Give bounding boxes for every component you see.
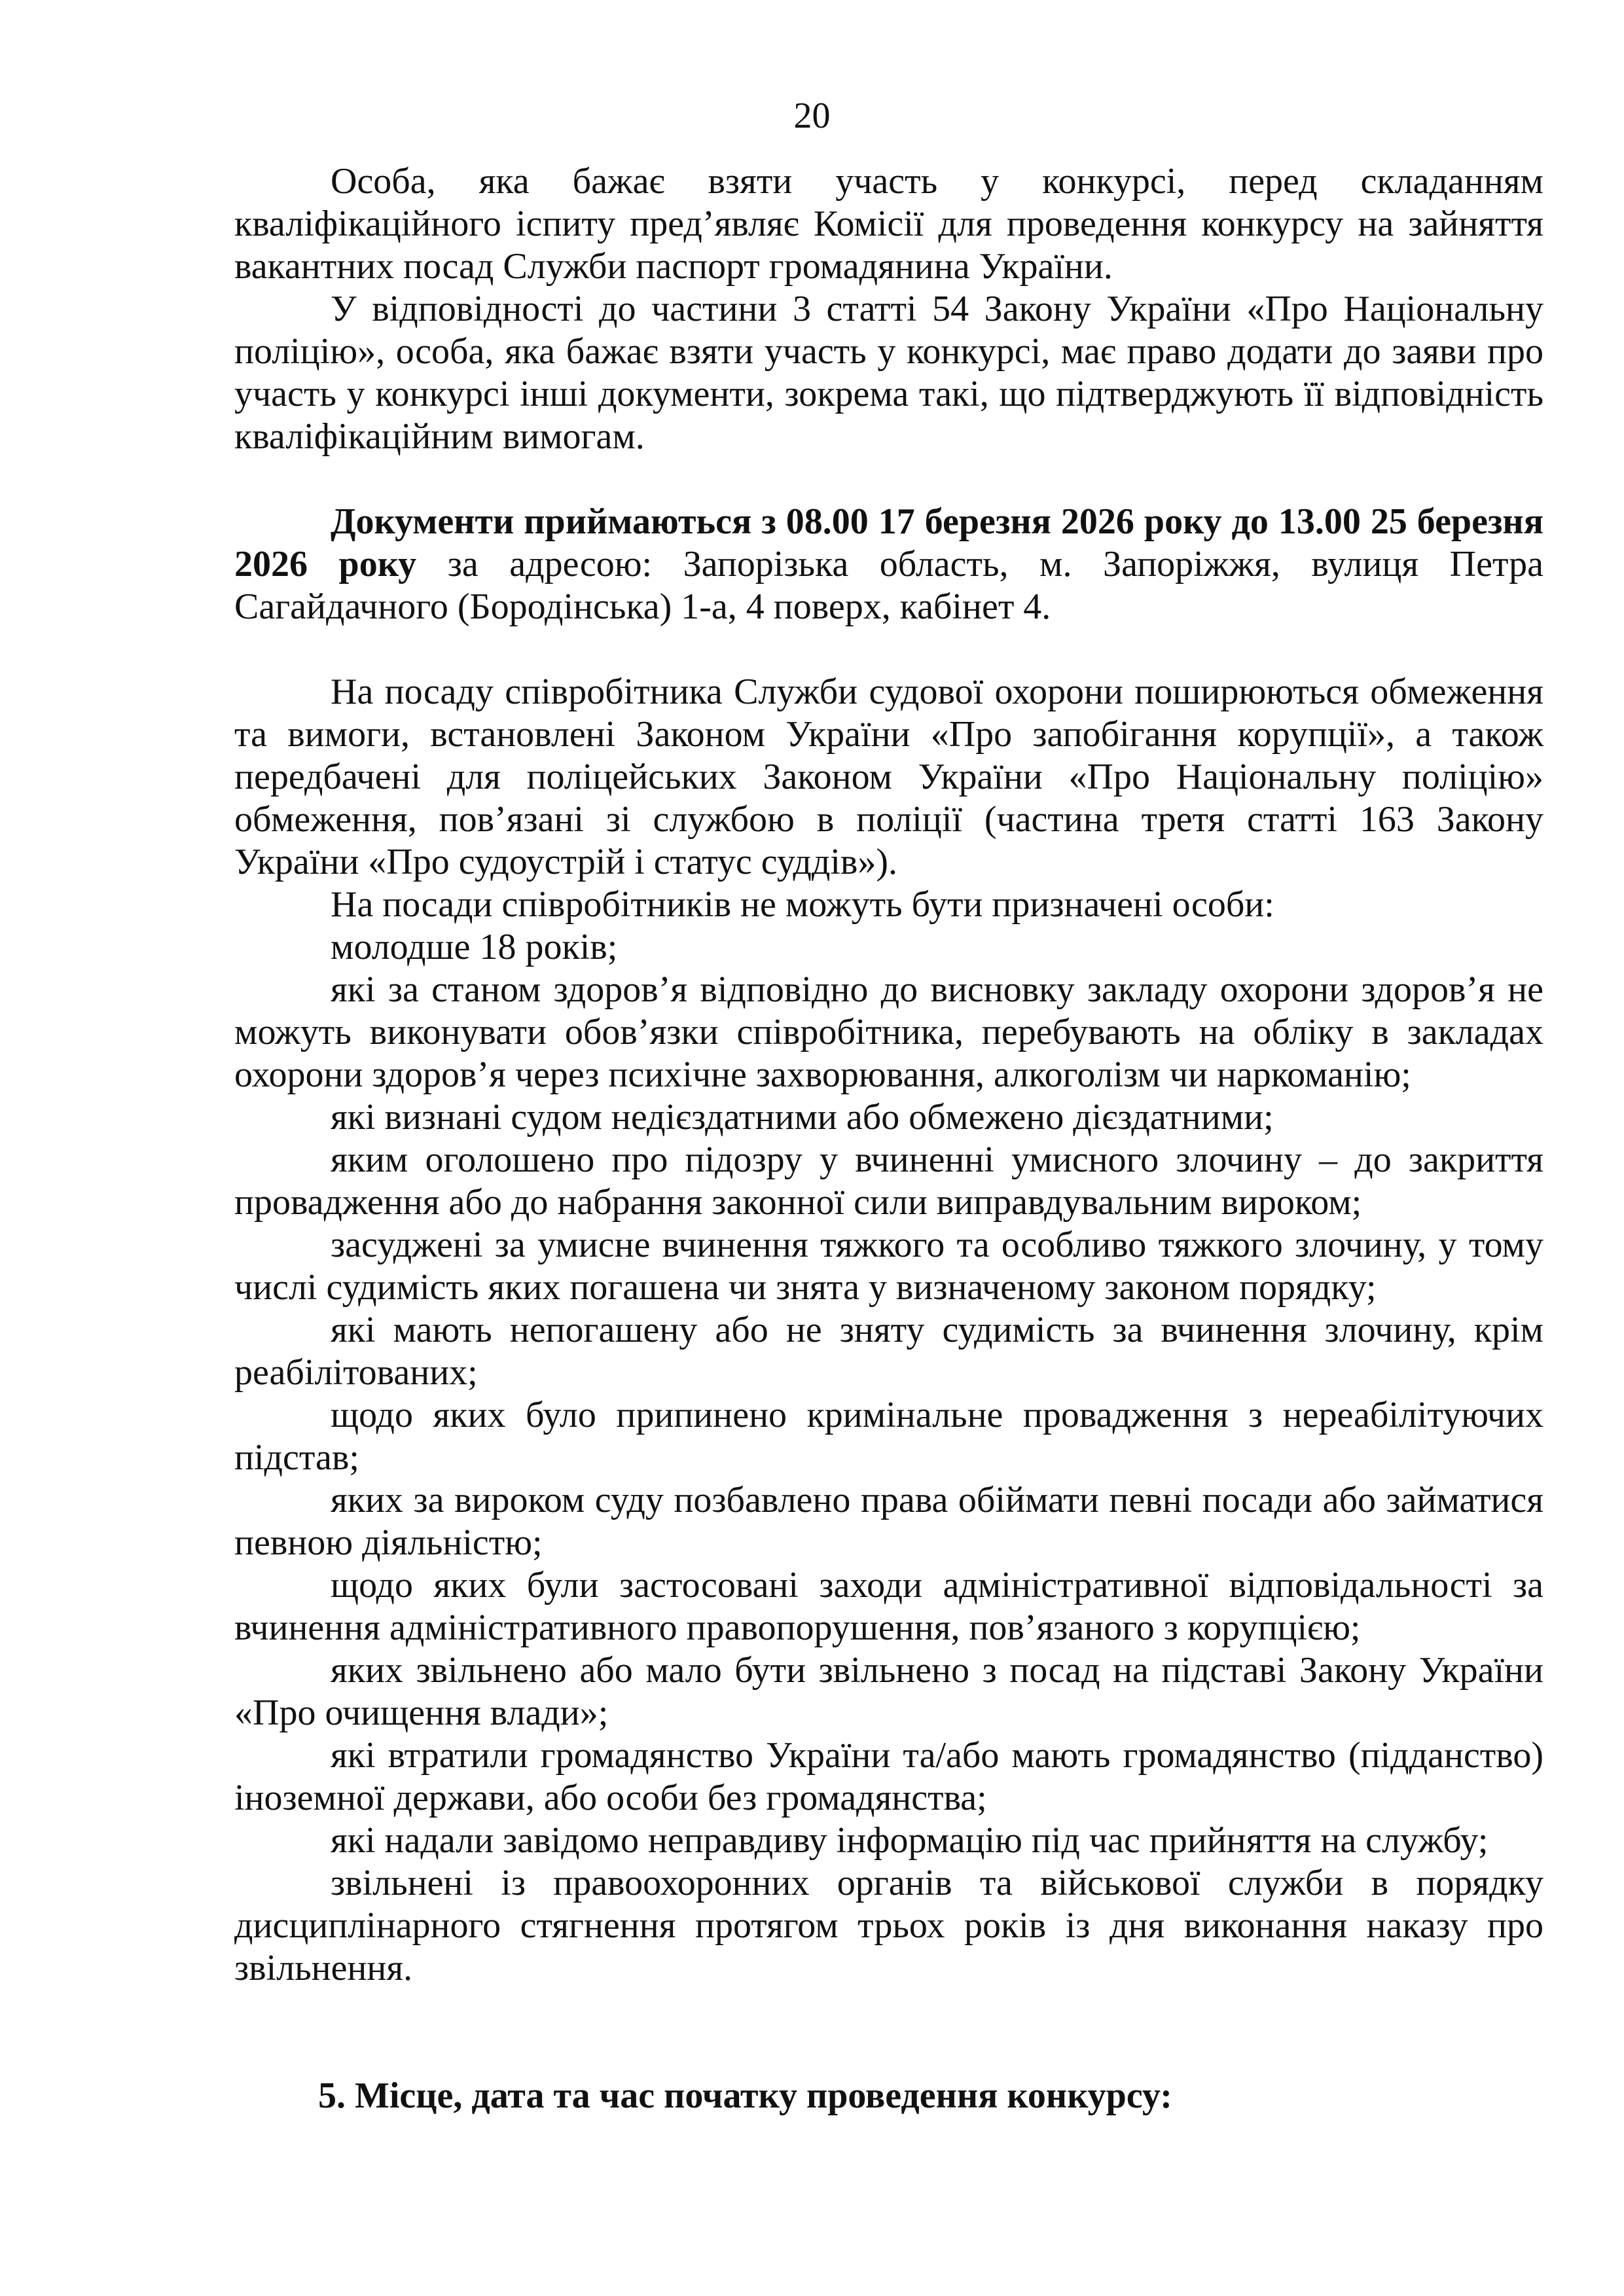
ineligible-item: звільнені із правоохоронних органів та військової служби в порядку дисциплінарного стягнення протягом трьох років із дня виконання наказу про звільнення.	[234, 1863, 1543, 1988]
ineligible-intro: На посади співробітників не можуть бути призначені особи:	[331, 884, 1274, 925]
ineligible-item: щодо яких було припинено кримінальне провадження з нереабілітуючих підстав;	[234, 1395, 1543, 1478]
ineligible-item: яких за вироком суду позбавлено права обіймати певні посади або займатися певною діяльністю;	[234, 1480, 1543, 1563]
ineligible-item: які мають непогашену або не зняту судимість за вчинення злочину, крім реабілітованих;	[234, 1310, 1543, 1393]
ineligible-item: які визнані судом недієздатними або обмежено дієздатними;	[331, 1097, 1274, 1138]
ineligible-item: щодо яких були застосовані заходи адміністративної відповідальності за вчинення адміністративного правопорушення, пов’язаного з корупцією;	[234, 1565, 1543, 1648]
page-number: 20	[793, 96, 831, 136]
additional-documents-paragraph: У відповідності до частини 3 статті 54 Закону України «Про Національну поліцію», особа, яка бажає взяти участь у конкурсі, має право додати до заяви про участь у конкурсі інші документи, зокрема такі, що підтверджують її відповідність кваліфікаційним вимогам.	[234, 289, 1543, 457]
documents-acceptance-paragraph	[234, 501, 1543, 628]
ineligible-item: яким оголошено про підозру у вчиненні умисного злочину – до закриття провадження або до набрання законної сили виправдувальним вироком;	[234, 1139, 1543, 1223]
section-heading-text: 5. Місце, дата та час початку проведення конкурсу:	[318, 2075, 1172, 2116]
section-heading	[234, 2075, 1543, 2117]
ineligible-item: засуджені за умисне вчинення тяжкого та особливо тяжкого злочину, у тому числі судимість яких погашена чи знята у визначеному законом порядку;	[234, 1225, 1543, 1308]
documents-acceptance-dates: Документи приймаються з 08.00 17 березня 2026 року до 13.00 25 березня 2026 року	[234, 501, 1543, 584]
ineligible-item: які надали завідомо неправдиву інформацію під час прийняття на службу;	[331, 1820, 1489, 1861]
ineligible-item: які втратили громадянство України та/або мають громадянство (підданство) іноземної держави, або особи без громадянства;	[234, 1735, 1543, 1818]
document-body	[234, 160, 1543, 2117]
ineligible-item: яких звільнено або мало бути звільнено з посад на підставі Закону України «Про очищення влади»;	[234, 1650, 1543, 1733]
ineligible-item: молодше 18 років;	[331, 927, 618, 967]
passport-paragraph: Особа, яка бажає взяти участь у конкурсі, перед складанням кваліфікаційного іспиту пред’являє Комісії для проведення конкурсу на зайняття вакантних посад Служби паспорт громадянина України.	[234, 161, 1543, 287]
documents-acceptance-address: за адресою: Запорізька область, м. Запоріжжя, вулиця Петра Сагайдачного (Бородінська) 1-а, 4 поверх, кабінет 4.	[234, 544, 1543, 627]
restrictions-paragraph: На посаду співробітника Служби судової охорони поширюються обмеження та вимоги, встановлені Законом України «Про запобігання корупції», а також передбачені для поліцейських Законом України «Про Національну поліцію» обмеження, пов’язані зі службою в поліції (частина третя статті 163 Закону України «Про судоустрій і статус суддів»).	[234, 672, 1543, 882]
ineligible-item: які за станом здоров’я відповідно до висновку закладу охорони здоров’я не можуть виконувати обов’язки співробітника, перебувають на обліку в закладах охорони здоров’я через психічне захворювання, алкоголізм чи наркоманію;	[234, 969, 1543, 1095]
